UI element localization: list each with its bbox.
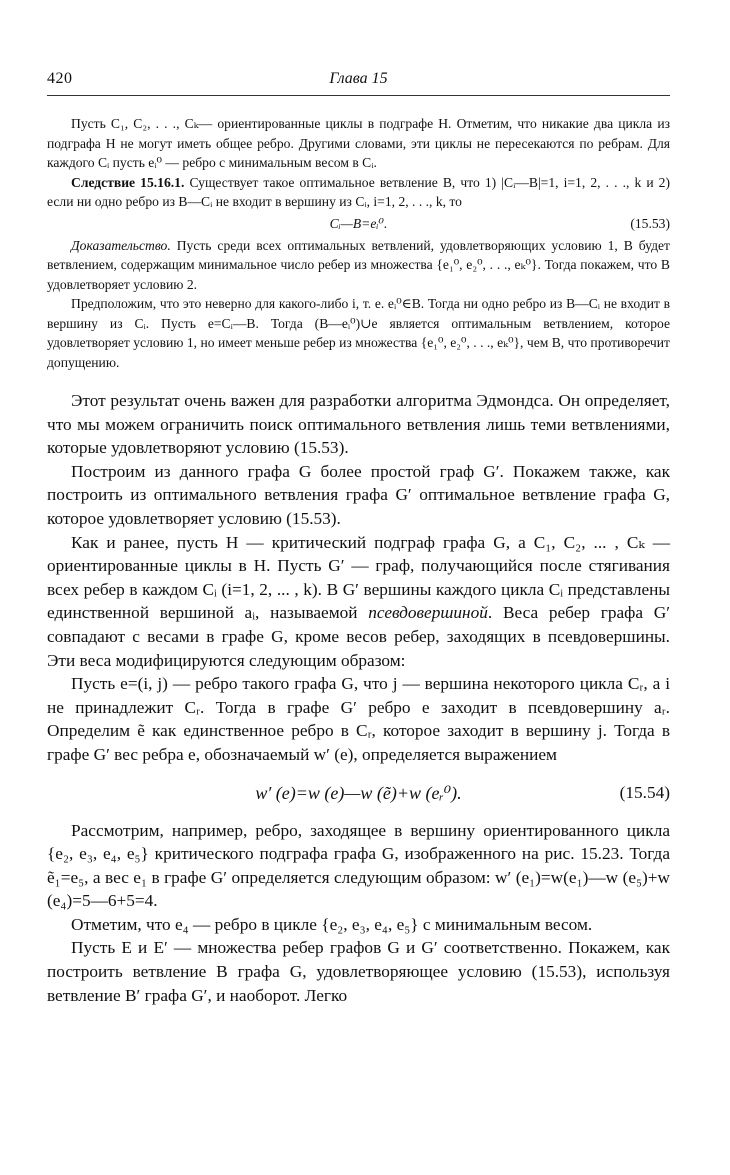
paragraph-construct: Построим из данного графа G более простой граф G′. Покажем также, как построить из оптимального ветвления графа G′ оптимальное ветвление графа G, которое удовлетворяет условию (15.53). — [47, 461, 670, 528]
chapter-title: Глава 15 — [329, 70, 388, 87]
paragraph-pseudovertex — [47, 531, 670, 673]
paragraph-example: Рассмотрим, например, ребро, заходящее в вершину ориентированного цикла {e₂, e₃, e₄, e₅} критического подграфа графа G, изображенного на рис. 15.23. Тогда ẽ₁=e₅, а вес e₁ в графе G′ определяется следующим образом: w′ (e₁)=w(e₁)—w (e₅)+w (e₄)=5—6+5=4. — [47, 820, 670, 911]
formula-15-53-expression: Cᵢ—B=eᵢ⁰. — [329, 215, 388, 231]
proof-label: Доказательство. — [71, 237, 171, 253]
paragraph-result: Этот результат очень важен для разработки алгоритма Эдмондса. Он определяет, что мы можем ограничить поиск оптимального ветвления лишь теми ветвлениями, которые удовлетворяют условию (15.53). — [47, 391, 670, 458]
formula-15-54 — [47, 773, 670, 813]
formula-15-54-expression: w′ (e)=w (e)—w (ẽ)+w (eᵣ⁰). — [255, 782, 462, 803]
book-page — [47, 70, 670, 1007]
proof-continuation: Предположим, что это неверно для какого-либо i, т. е. eᵢ⁰∈B. Тогда ни одно ребро из B—Cᵢ не входит в вершину из Cᵢ. Пусть e=Cᵢ—B. Тогда (B—eᵢ⁰)∪e является оптимальным ветвлением, которое удовлетворяет условию 1, но имеет меньше ребер из множества {e₁⁰, e₂⁰, . . ., eₖ⁰}, чем B, что противоречит допущению. — [47, 296, 670, 370]
intro-paragraph: Пусть C₁, C₂, . . ., Cₖ— ориентированные циклы в подграфе H. Отметим, что никакие два цикла из подграфа H не могут иметь общее ребро. Другими словами, эти циклы не пересекаются по ребрам. Для каждого Cᵢ пусть eᵢ⁰ — ребро с минимальным весом в Cᵢ. — [47, 116, 670, 170]
paragraph-note: Отметим, что e₄ — ребро в цикле {e₂, e₃, e₄, e₅} с минимальным весом. — [71, 914, 593, 934]
proof-text: Пусть среди всех оптимальных ветвлений, удовлетворяющих условию 1, B будет ветвлением, содержащим минимальное число ребер из множества {e₁⁰, e₂⁰, . . ., eₖ⁰}. Тогда покажем, что B удовлетворяет условию 2. — [47, 237, 670, 292]
corollary-text: Существует такое оптимальное ветвление B, что 1) |Cᵢ—B|=1, i=1, 2, . . ., k и 2) если ни одно ребро из B—Cᵢ не входит в вершину из Cᵢ, i=1, 2, . . ., k, то — [47, 174, 670, 209]
pseudovertex-text-before: Как и ранее, пусть H — критический подграф графа G, а C₁, C₂, ... , Cₖ — ориентированные циклы в H. Пусть G′ — граф, получающийся после стягивания всех ребер в каждом Cᵢ (i=1, 2, ... , k). В G′ вершины каждого цикла Cᵢ представлены единственной вершиной aᵢ, называемой — [47, 532, 670, 623]
paragraph-edge-sets: Пусть E и E′ — множества ребер графов G и G′ соответственно. Покажем, как построить ветвление B графа G, удовлетворяющее условию (15.53), используя ветвление B′ графа G′, и наоборот. Легко — [47, 938, 670, 1005]
main-text-section — [47, 389, 670, 1007]
formula-15-53-tag: (15.53) — [630, 215, 670, 231]
pseudovertex-term: псевдовершиной — [368, 603, 488, 623]
proof — [47, 236, 670, 295]
formula-15-53 — [47, 212, 670, 236]
page-number: 420 — [47, 70, 73, 87]
small-print-section — [47, 114, 670, 372]
formula-15-54-tag: (15.54) — [619, 782, 670, 802]
page-header — [47, 70, 670, 96]
pseudovertex-text-after: . Веса ребер графа G′ совпадают с весами в графе G, кроме весов ребер, заходящих в псевдовершины. Эти веса модифицируются следующим образом: — [47, 603, 670, 670]
corollary — [47, 173, 670, 212]
paragraph-edge-definition: Пусть e=(i, j) — ребро такого графа G, что j — вершина некоторого цикла Cᵣ, а i не принадлежит Cᵣ. Тогда в графе G′ ребро e заходит в псевдовершину aᵣ. Определим ẽ как единственное ребро в Cᵣ, которое заходит в вершину j. Тогда в графе G′ вес ребра e, обозначаемый w′ (e), определяется выражением — [47, 674, 670, 764]
corollary-label: Следствие 15.16.1. — [71, 174, 185, 190]
